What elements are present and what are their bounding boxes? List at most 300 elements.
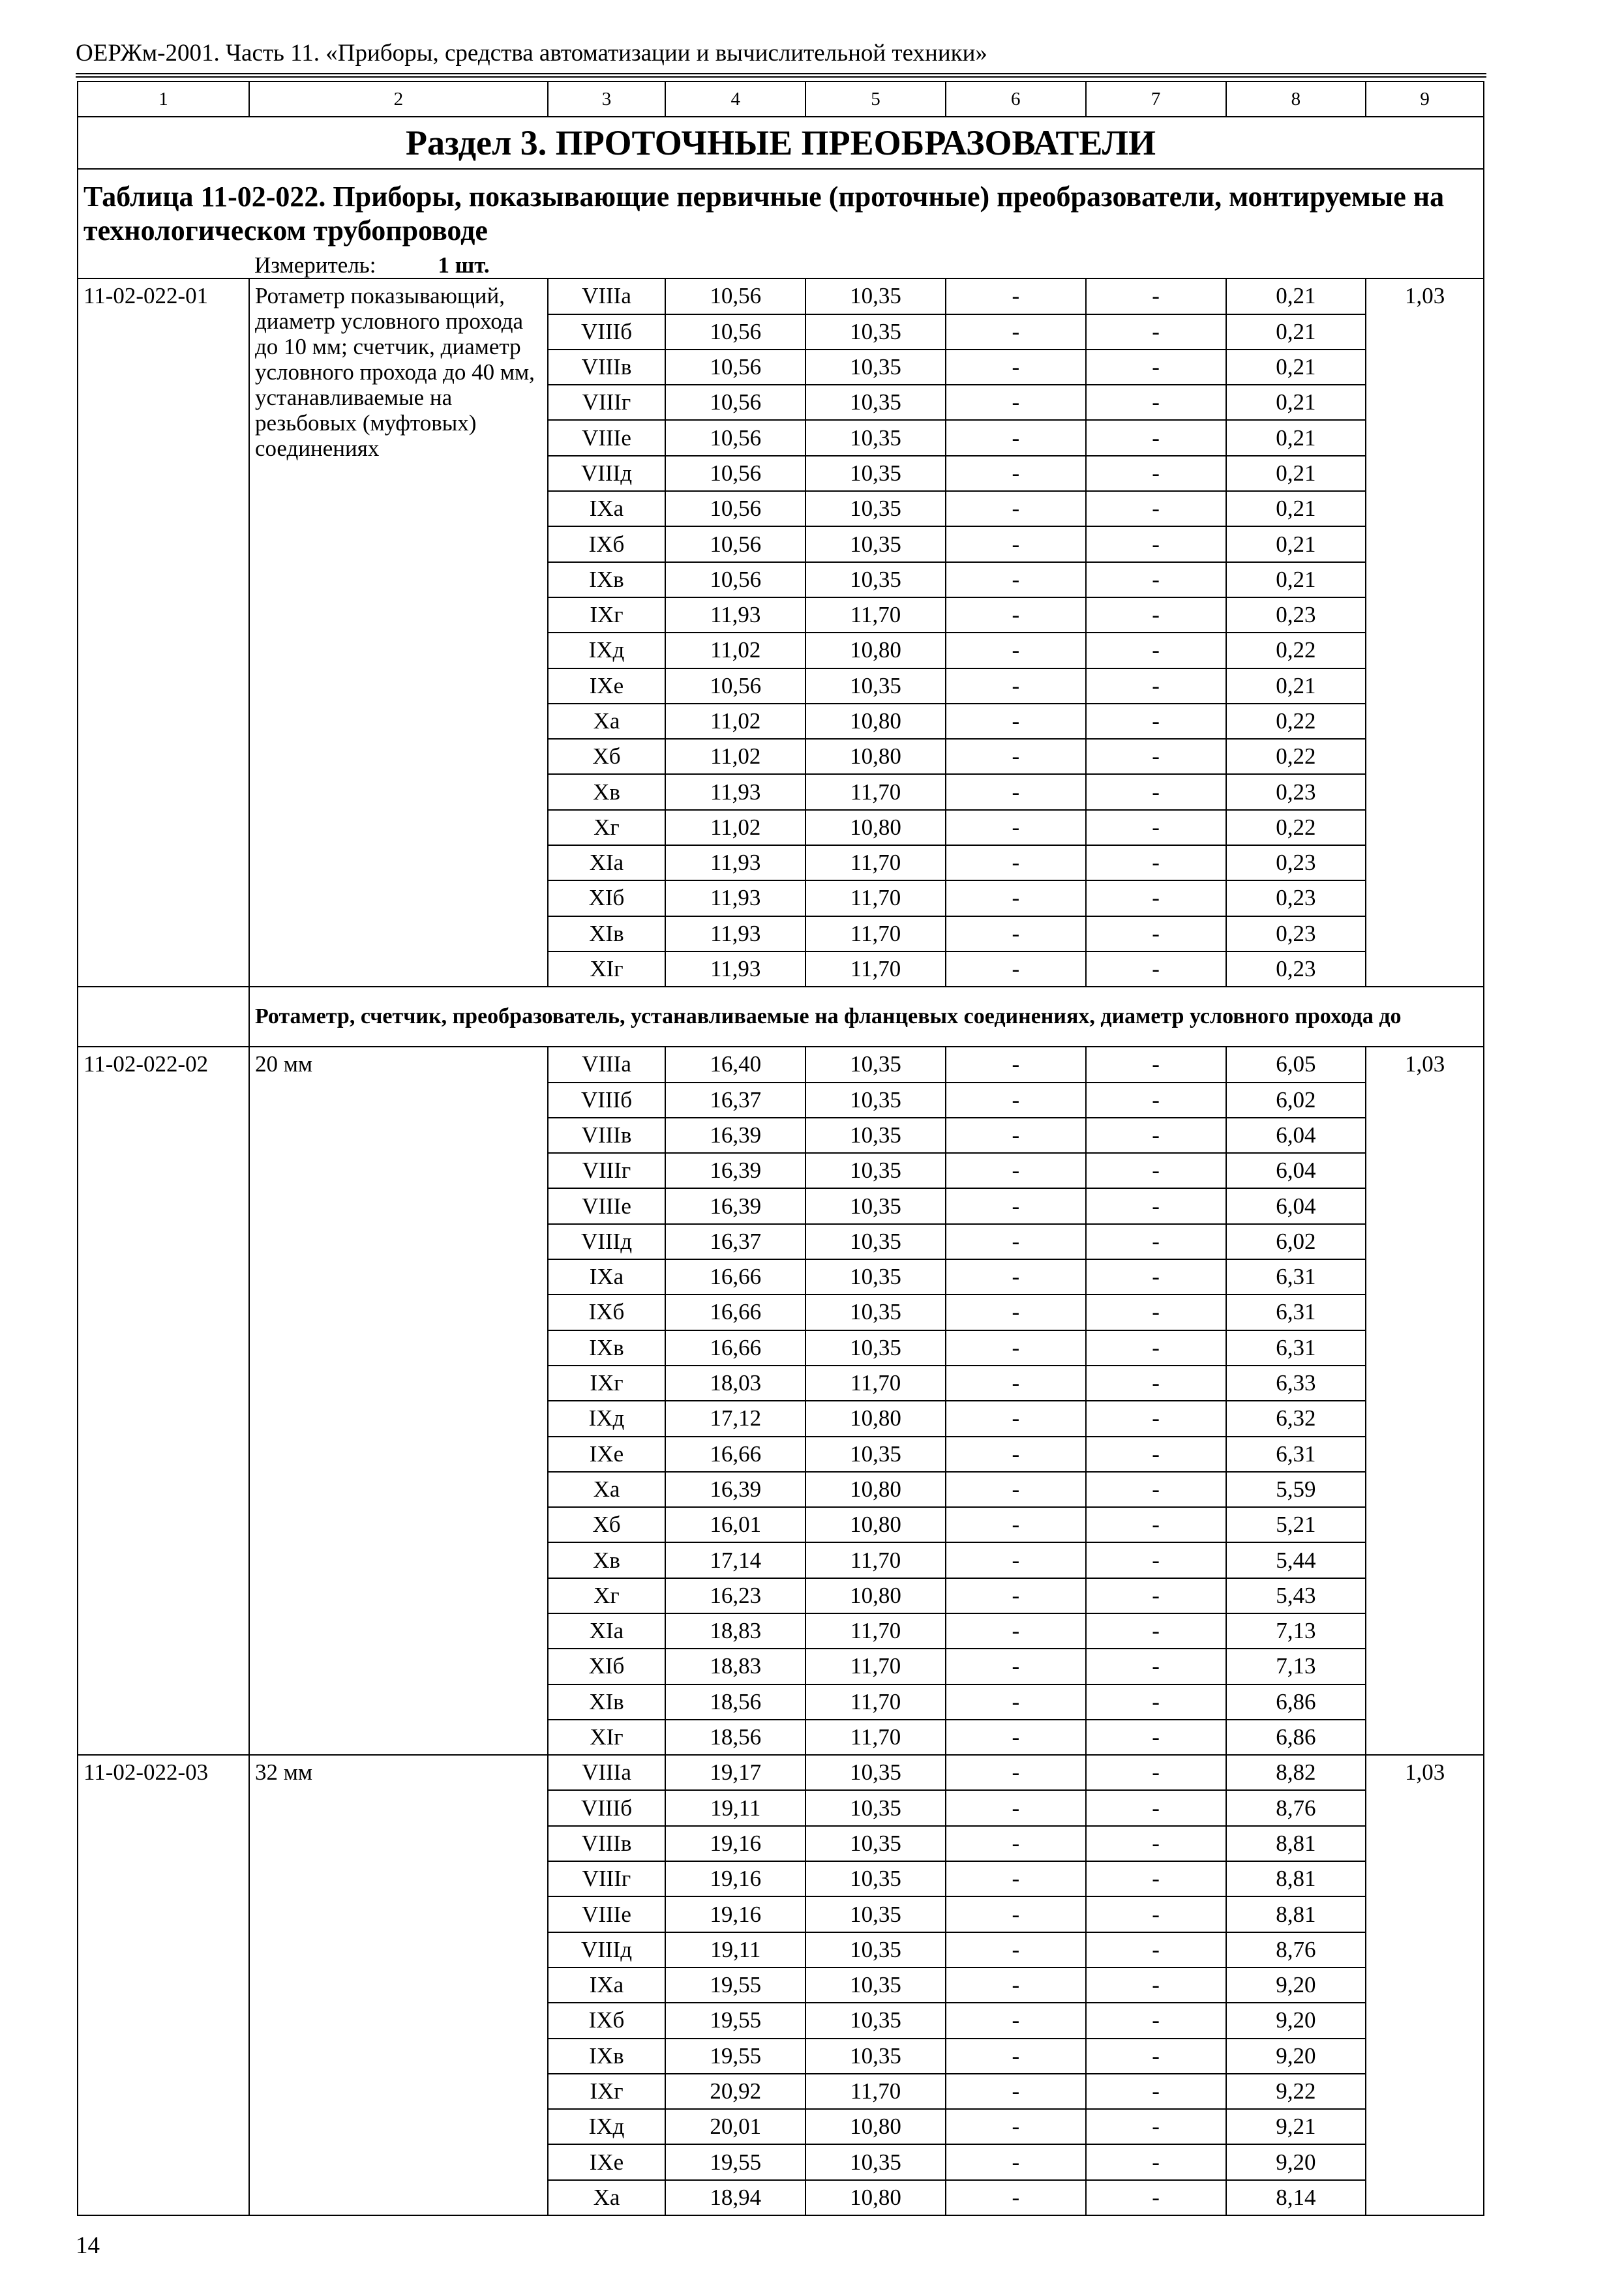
value-cell: 11,70 [805,1366,946,1401]
value-cell: 10,35 [805,278,946,314]
document-header: ОЕРЖм-2001. Часть 11. «Приборы, средства автоматизации и вычислительной техники» [76,40,987,67]
value-cell: - [946,1932,1086,1967]
value-cell: - [946,1861,1086,1896]
value-cell: - [1086,2180,1226,2215]
value-cell: - [1086,2109,1226,2144]
value-cell: - [1086,880,1226,916]
value-cell: - [1086,491,1226,526]
value-cell: 10,35 [805,2039,946,2074]
zone-cell: VIIIд [548,1932,666,1967]
value-cell: - [1086,562,1226,597]
value-cell: - [946,1437,1086,1472]
value-cell: - [1086,1153,1226,1188]
value-cell: 8,81 [1226,1826,1366,1861]
column-number: 4 [665,82,805,117]
zone-cell: Xа [548,704,666,739]
value-cell: 7,13 [1226,1613,1366,1649]
section-title-row [78,117,1484,169]
value-cell: 10,35 [805,668,946,704]
value-cell: 6,04 [1226,1153,1366,1188]
zone-cell: IXд [548,1401,666,1436]
value-cell: - [1086,2039,1226,2074]
value-cell: - [1086,1188,1226,1223]
value-cell: - [1086,420,1226,455]
value-cell: - [1086,1967,1226,2003]
value-cell: 10,80 [805,2180,946,2215]
value-cell: 16,37 [665,1083,805,1118]
zone-cell: VIIIв [548,1118,666,1153]
value-cell: 10,35 [805,1932,946,1967]
zone-cell: IXд [548,633,666,668]
value-cell: 9,22 [1226,2074,1366,2109]
value-cell: 0,21 [1226,420,1366,455]
value-cell: 16,39 [665,1472,805,1507]
zone-cell: IXд [548,2109,666,2144]
value-cell: 6,86 [1226,1720,1366,1755]
value-cell: 10,35 [805,1861,946,1896]
value-cell: 5,43 [1226,1578,1366,1613]
value-cell: 10,80 [805,810,946,845]
value-cell: 9,21 [1226,2109,1366,2144]
value-cell: 10,35 [805,456,946,491]
value-cell: 10,80 [805,704,946,739]
zone-cell: VIIIа [548,1047,666,1082]
value-cell: 11,70 [805,916,946,951]
value-cell: - [1086,1755,1226,1790]
value-cell: - [1086,774,1226,809]
value-cell: 11,70 [805,1720,946,1755]
zone-cell: Xа [548,2180,666,2215]
value-cell: - [1086,597,1226,633]
value-cell: 16,66 [665,1437,805,1472]
value-cell: - [946,845,1086,880]
value-cell: - [946,1896,1086,1932]
value-cell: 10,56 [665,456,805,491]
zone-cell: VIIIе [548,1188,666,1223]
zone-cell: IXв [548,1330,666,1366]
value-cell: 11,70 [805,880,946,916]
zone-cell: IXв [548,2039,666,2074]
measure-spacer [78,252,249,278]
value-cell: 9,20 [1226,2144,1366,2179]
value-cell: - [1086,1118,1226,1153]
zone-cell: XIв [548,916,666,951]
value-cell: 18,56 [665,1684,805,1720]
value-cell: 11,70 [805,597,946,633]
value-cell: 10,80 [805,633,946,668]
value-cell: 6,31 [1226,1437,1366,1472]
value-cell: - [1086,668,1226,704]
value-cell: - [1086,1649,1226,1684]
zone-cell: IXе [548,1437,666,1472]
rate-description: Ротаметр показывающий, диаметр условного прохода до 10 мм; счетчик, диаметр условного прохода до 40 мм, устанавливаемые на резьбовых (муфтовых) соединениях [249,278,548,987]
value-cell: 11,70 [805,1649,946,1684]
value-cell: - [1086,1720,1226,1755]
value-cell: - [1086,350,1226,385]
value-cell: - [1086,1330,1226,1366]
value-cell: 10,35 [805,350,946,385]
value-cell: 10,35 [805,1224,946,1259]
value-cell: 10,35 [805,1294,946,1330]
value-cell: 10,80 [805,2109,946,2144]
value-cell: - [1086,526,1226,561]
value-cell: 11,70 [805,845,946,880]
value-cell: 10,56 [665,420,805,455]
value-cell: 10,56 [665,278,805,314]
value-cell: 10,35 [805,1153,946,1188]
zone-cell: XIб [548,880,666,916]
measure-label: Измеритель: [254,252,376,278]
value-cell: 10,80 [805,1472,946,1507]
value-cell: 0,23 [1226,916,1366,951]
column-number: 9 [1366,82,1484,117]
value-cell: 10,35 [805,526,946,561]
value-cell: - [946,1259,1086,1294]
value-cell: 10,35 [805,491,946,526]
value-cell: 8,82 [1226,1755,1366,1790]
value-cell: 10,80 [805,739,946,774]
zone-cell: IXб [548,1294,666,1330]
zone-cell: XIа [548,845,666,880]
value-cell: 8,81 [1226,1896,1366,1932]
value-cell: - [1086,1896,1226,1932]
value-cell: - [1086,1684,1226,1720]
value-cell: - [946,1188,1086,1223]
value-cell: - [946,1366,1086,1401]
value-cell: 10,35 [805,1790,946,1825]
table-title-row [78,169,1484,252]
zone-cell: Xв [548,1542,666,1578]
value-cell: - [946,314,1086,350]
value-cell: - [1086,1861,1226,1896]
value-cell: 19,55 [665,1967,805,2003]
value-cell: - [1086,2144,1226,2179]
value-cell: - [946,916,1086,951]
value-cell: - [1086,1224,1226,1259]
column-number: 6 [946,82,1086,117]
value-cell: - [946,2003,1086,2038]
zone-cell: XIг [548,951,666,987]
value-cell: - [1086,633,1226,668]
value-cell: 18,56 [665,1720,805,1755]
value-cell: 16,39 [665,1188,805,1223]
page-number: 14 [76,2232,100,2259]
value-cell: 16,66 [665,1259,805,1294]
value-cell: - [946,597,1086,633]
column-number: 1 [78,82,249,117]
value-cell: 16,66 [665,1330,805,1366]
value-cell: 10,35 [805,1967,946,2003]
value-cell: - [946,1613,1086,1649]
zone-cell: VIIIа [548,1755,666,1790]
value-cell: 10,35 [805,385,946,420]
column-number-row [78,82,1484,117]
value-cell: - [1086,1578,1226,1613]
value-cell: - [946,1578,1086,1613]
value-cell: 19,55 [665,2144,805,2179]
value-cell: 11,93 [665,845,805,880]
value-cell: 0,22 [1226,633,1366,668]
value-cell: 11,70 [805,1613,946,1649]
value-cell: 6,04 [1226,1118,1366,1153]
zone-cell: IXа [548,1259,666,1294]
rate-code: 11-02-022-03 [78,1755,249,2215]
zone-cell: Xг [548,810,666,845]
value-cell: - [946,385,1086,420]
group-heading-row [78,987,1484,1047]
value-cell: - [946,774,1086,809]
value-cell: 6,31 [1226,1330,1366,1366]
zone-cell: IXг [548,597,666,633]
value-cell: - [946,1649,1086,1684]
value-cell: - [1086,314,1226,350]
coefficient-cell: 1,03 [1366,1047,1484,1755]
zone-cell: VIIIг [548,1153,666,1188]
value-cell: - [1086,1401,1226,1436]
zone-cell: XIб [548,1649,666,1684]
value-cell: - [946,739,1086,774]
value-cell: 10,35 [805,1188,946,1223]
value-cell: 8,76 [1226,1790,1366,1825]
value-cell: - [1086,1259,1226,1294]
zone-cell: Xв [548,774,666,809]
value-cell: 16,39 [665,1118,805,1153]
value-cell: - [946,278,1086,314]
value-cell: 10,80 [805,1401,946,1436]
column-number: 7 [1086,82,1226,117]
column-number: 5 [805,82,946,117]
zone-cell: IXе [548,668,666,704]
column-number: 3 [548,82,666,117]
value-cell: 16,23 [665,1578,805,1613]
value-cell: - [946,880,1086,916]
zone-cell: VIIIг [548,1861,666,1896]
zone-cell: VIIIе [548,420,666,455]
value-cell: - [946,2074,1086,2109]
value-cell: 0,21 [1226,456,1366,491]
value-cell: 20,01 [665,2109,805,2144]
value-cell: 10,80 [805,1507,946,1542]
value-cell: - [1086,704,1226,739]
value-cell: 10,35 [805,1896,946,1932]
value-cell: - [1086,2074,1226,2109]
column-number: 8 [1226,82,1366,117]
value-cell: 19,55 [665,2003,805,2038]
value-cell: 16,66 [665,1294,805,1330]
value-cell: - [946,1790,1086,1825]
zone-cell: IXг [548,2074,666,2109]
zone-cell: VIIIб [548,1790,666,1825]
value-cell: 10,35 [805,1259,946,1294]
value-cell: 8,76 [1226,1932,1366,1967]
value-cell: 16,40 [665,1047,805,1082]
value-cell: - [946,1330,1086,1366]
value-cell: 20,92 [665,2074,805,2109]
header-rule-double [76,76,1486,78]
value-cell: 10,56 [665,350,805,385]
value-cell: - [946,704,1086,739]
group-heading: Ротаметр, счетчик, преобразователь, устанавливаемые на фланцевых соединениях, диаметр условного прохода до [249,987,1484,1047]
value-cell: 10,80 [805,1578,946,1613]
value-cell: - [946,951,1086,987]
value-cell: 9,20 [1226,2003,1366,2038]
value-cell: 0,22 [1226,704,1366,739]
value-cell: 19,16 [665,1826,805,1861]
value-cell: 0,22 [1226,810,1366,845]
zone-cell: VIIIв [548,350,666,385]
value-cell: 18,03 [665,1366,805,1401]
value-cell: 0,21 [1226,278,1366,314]
rates-table [77,81,1484,2216]
value-cell: - [1086,1294,1226,1330]
value-cell: - [946,2180,1086,2215]
header-rule [76,73,1486,74]
zone-cell: XIв [548,1684,666,1720]
value-cell: 5,59 [1226,1472,1366,1507]
value-cell: 11,02 [665,704,805,739]
value-cell: 11,70 [805,1684,946,1720]
value-cell: - [946,491,1086,526]
value-cell: - [946,1401,1086,1436]
value-cell: - [946,1755,1086,1790]
value-cell: 19,11 [665,1790,805,1825]
value-cell: - [946,1047,1086,1082]
value-cell: 17,12 [665,1401,805,1436]
zone-cell: IXб [548,526,666,561]
measure-row [78,252,1484,278]
table-row [78,1755,1484,1790]
value-cell: 10,56 [665,491,805,526]
value-cell: - [946,1083,1086,1118]
value-cell: 19,16 [665,1896,805,1932]
value-cell: 6,31 [1226,1294,1366,1330]
value-cell: - [1086,916,1226,951]
value-cell: 0,23 [1226,845,1366,880]
value-cell: - [946,633,1086,668]
value-cell: 11,70 [805,2074,946,2109]
value-cell: 0,23 [1226,597,1366,633]
zone-cell: VIIIе [548,1896,666,1932]
value-cell: 6,02 [1226,1083,1366,1118]
value-cell: - [946,350,1086,385]
value-cell: 16,37 [665,1224,805,1259]
column-number: 2 [249,82,548,117]
value-cell: 7,13 [1226,1649,1366,1684]
zone-cell: VIIIб [548,1083,666,1118]
zone-cell: IXг [548,1366,666,1401]
zone-cell: Xб [548,1507,666,1542]
value-cell: 10,35 [805,1755,946,1790]
table-row [78,1047,1484,1082]
zone-cell: IXа [548,1967,666,2003]
zone-cell: Xа [548,1472,666,1507]
value-cell: 0,23 [1226,880,1366,916]
value-cell: 11,70 [805,774,946,809]
zone-cell: IXе [548,2144,666,2179]
value-cell: - [946,1224,1086,1259]
value-cell: 10,35 [805,1047,946,1082]
value-cell: - [1086,1366,1226,1401]
value-cell: 10,35 [805,1437,946,1472]
zone-cell: XIг [548,1720,666,1755]
value-cell: - [1086,739,1226,774]
value-cell: 10,56 [665,314,805,350]
value-cell: 10,56 [665,385,805,420]
zone-cell: IXв [548,562,666,597]
value-cell: - [946,1826,1086,1861]
value-cell: 18,94 [665,2180,805,2215]
value-cell: - [1086,810,1226,845]
value-cell: 0,21 [1226,491,1366,526]
value-cell: - [946,668,1086,704]
value-cell: 10,56 [665,668,805,704]
value-cell: 11,02 [665,810,805,845]
value-cell: - [1086,278,1226,314]
value-cell: 16,01 [665,1507,805,1542]
value-cell: 6,32 [1226,1401,1366,1436]
rate-code: 11-02-022-02 [78,1047,249,1755]
value-cell: 0,21 [1226,385,1366,420]
value-cell: - [946,1542,1086,1578]
value-cell: 11,93 [665,951,805,987]
value-cell: 17,14 [665,1542,805,1578]
value-cell: 0,22 [1226,739,1366,774]
value-cell: 16,39 [665,1153,805,1188]
value-cell: 5,44 [1226,1542,1366,1578]
value-cell: - [1086,951,1226,987]
zone-cell: XIа [548,1613,666,1649]
value-cell: - [946,2039,1086,2074]
rate-description: 20 мм [249,1047,548,1755]
value-cell: - [946,562,1086,597]
value-cell: 9,20 [1226,1967,1366,2003]
rate-description: 32 мм [249,1755,548,2215]
value-cell: 10,35 [805,2003,946,2038]
value-cell: 11,93 [665,880,805,916]
value-cell: - [1086,2003,1226,2038]
value-cell: 10,35 [805,1118,946,1153]
value-cell: 11,93 [665,774,805,809]
value-cell: 19,55 [665,2039,805,2074]
value-cell: 11,02 [665,739,805,774]
value-cell: - [1086,1613,1226,1649]
value-cell: - [1086,1437,1226,1472]
value-cell: 0,21 [1226,350,1366,385]
rate-code: 11-02-022-01 [78,278,249,987]
value-cell: - [946,420,1086,455]
measure-value: 1 шт. [438,252,490,278]
value-cell: - [1086,1083,1226,1118]
value-cell: 11,93 [665,916,805,951]
value-cell: - [946,1507,1086,1542]
value-cell: - [946,526,1086,561]
value-cell: 18,83 [665,1649,805,1684]
value-cell: - [1086,1472,1226,1507]
measure-cell [249,252,1484,278]
value-cell: - [946,1967,1086,2003]
zone-cell: VIIIб [548,314,666,350]
value-cell: 0,23 [1226,951,1366,987]
value-cell: - [946,1294,1086,1330]
value-cell: 0,21 [1226,314,1366,350]
value-cell: 10,35 [805,420,946,455]
zone-cell: IXб [548,2003,666,2038]
value-cell: 6,05 [1226,1047,1366,1082]
value-cell: - [1086,456,1226,491]
value-cell: 0,21 [1226,668,1366,704]
table-title: Таблица 11-02-022. Приборы, показывающие первичные (проточные) преобразователи, монтируемые на технологическом трубопроводе [78,169,1484,252]
zone-cell: VIIIа [548,278,666,314]
